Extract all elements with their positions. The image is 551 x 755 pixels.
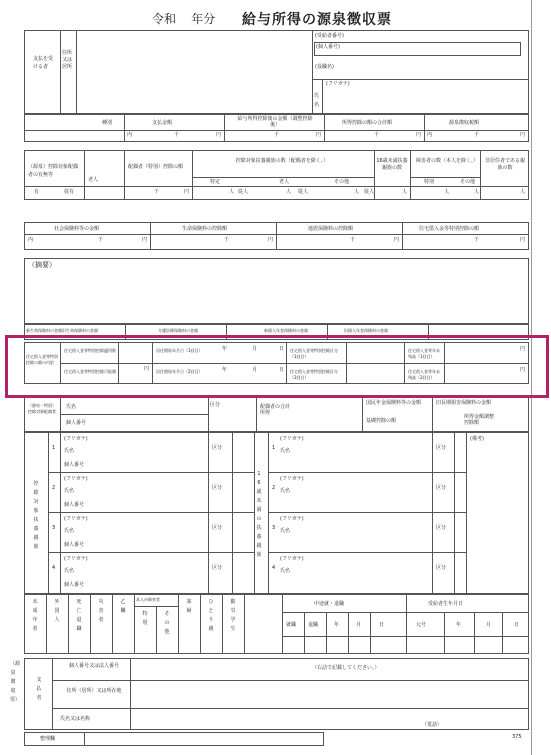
personal-number-box (314, 42, 521, 56)
divider (410, 177, 480, 178)
year-mark: 年 (456, 622, 462, 628)
divider (124, 114, 125, 142)
personal-number-label: 個人番号 (64, 462, 85, 468)
name-label: 氏名 (64, 568, 75, 574)
divider (124, 150, 125, 200)
divider (244, 594, 245, 654)
divider (282, 594, 283, 654)
divider (24, 130, 529, 131)
category-label: 区分 (210, 402, 221, 408)
dependents-label: 控除対象扶養親族 (33, 481, 39, 550)
divider (48, 512, 254, 513)
month-mark: 月 (356, 622, 362, 628)
flag-minor: 未成年者 (32, 599, 38, 632)
highlight-box (5, 335, 549, 398)
divider (90, 594, 91, 654)
old-long-term-label: 旧長期損害保険料の金額 (436, 400, 492, 406)
old-life-label: 旧生命保険料の金額 (62, 328, 98, 333)
yen-mark: 円 (316, 132, 322, 138)
yen-mark: 円 (520, 346, 526, 352)
divider (84, 732, 85, 746)
old-pension-label: 旧個人年金保険料の金額 (344, 328, 388, 333)
earthquake-insurance-label: 地震保険料の控除額 (308, 226, 354, 232)
yen-mark: 円 (142, 237, 148, 243)
thousand-mark: 千 (474, 132, 480, 138)
divider (52, 708, 529, 709)
divider (276, 222, 277, 250)
category-label: 区分 (212, 485, 223, 491)
furigana-label: (フリガナ) (280, 476, 304, 482)
kubun-2-label: 住宅借入金等特別控除区分（2回目） (290, 369, 338, 380)
dependents-count-label: 控除対象扶養親族の数（配偶者を除く。） (235, 158, 329, 164)
payer-label: 支払者 (36, 677, 42, 701)
name-label: 氏名 (280, 488, 291, 494)
divider (410, 150, 411, 200)
row-number: 1 (272, 445, 276, 451)
divider (60, 414, 208, 415)
disabled-count-label: 障害者の数（本人を除く。） (416, 158, 479, 164)
mid-term-label: 中途就・退職 (314, 601, 345, 607)
start-date-2-label: 居住開始年月日（2回目） (156, 369, 203, 374)
payer-address-label: 住所（居所）又は所在地 (66, 688, 122, 694)
day-mark: 日 (279, 367, 285, 373)
yen-mark: 円 (520, 237, 526, 243)
other-label: その他 (334, 179, 350, 185)
housing-loan-label: 住宅借入金等特別控除の額 (419, 226, 480, 232)
care-insurance-label: 介護医療保険料の金額 (158, 328, 198, 333)
era-label: 令和 (152, 12, 177, 26)
name-label: 氏名 (280, 568, 291, 574)
under16-label: 16歳未満の扶養親族 (256, 471, 262, 558)
flag-foreigner: 外国人 (54, 599, 60, 623)
person-mark: 人 (229, 189, 235, 195)
category-label: 区分 (212, 445, 223, 451)
life-insurance-label: 生命保険料の控除額 (182, 226, 228, 232)
furigana-label: (フリガナ) (64, 516, 88, 522)
category-label: 区分 (212, 525, 223, 531)
month-mark: 月 (486, 622, 492, 628)
divider (68, 594, 69, 654)
divider (134, 594, 135, 654)
remarks-box (24, 258, 529, 324)
pension-label: 国民年金保険料等の金額 (366, 400, 422, 406)
divider (322, 79, 323, 114)
divider (374, 150, 375, 200)
remarks-label: （摘要） (28, 261, 56, 269)
year-mark: 年 (222, 367, 228, 373)
category-label: 区分 (212, 565, 223, 571)
row-number: 3 (272, 525, 276, 531)
person-mark: 人 (286, 189, 292, 195)
category-label: 区分 (436, 485, 447, 491)
yen-mark: 円 (394, 237, 400, 243)
right-align-note: （右詰で記載してください。） (312, 665, 380, 671)
subordinate-label: 従有 (64, 189, 75, 195)
divider (224, 114, 225, 142)
divider (304, 612, 305, 654)
housing-breakdown-label: 住宅借入金等特別控除の額の内訳 (26, 354, 58, 365)
divider (268, 552, 466, 553)
divider (370, 612, 371, 654)
divider (84, 150, 85, 200)
yes-label: 有 (34, 189, 40, 195)
personal-number-label: 個人番号 (64, 502, 85, 508)
divider (444, 612, 445, 654)
subordinate-person-mark: 従人 (238, 189, 249, 195)
name-label: 氏名 (280, 528, 291, 534)
row-number: 3 (52, 525, 56, 531)
name-label: 氏名 (314, 93, 320, 108)
year-mark: 年 (222, 346, 228, 352)
divider (480, 150, 481, 200)
divider (424, 114, 425, 142)
post-deduction-label: 給与所得控除後の金額（調整控除後） (237, 116, 313, 128)
name-label: 氏名 (64, 528, 75, 534)
divider (130, 658, 131, 730)
personal-number-label: 個人番号 (64, 582, 85, 588)
divider (432, 432, 433, 594)
person-mark: 人 (402, 189, 408, 195)
divider (112, 594, 113, 654)
divider (200, 594, 201, 654)
flag-special: 特別 (142, 611, 148, 626)
thousand-mark: 千 (98, 237, 104, 243)
eligible-count-label: 住宅借入金等特別控除適用数 (64, 348, 116, 353)
divider (208, 432, 209, 594)
divider (474, 612, 475, 654)
divider (76, 30, 77, 114)
category-label: 区分 (436, 565, 447, 571)
name-label: 氏名 (64, 488, 75, 494)
yen-mark: 円 (416, 132, 422, 138)
name-label: 氏名 (280, 448, 291, 454)
year-end-balance-2-label: 住宅借入金等年末残高（2回目） (408, 369, 440, 380)
basic-deduction-label: 基礎控除の額 (366, 418, 397, 424)
special-disabled-label: 特別 (424, 179, 435, 185)
divider (192, 150, 193, 200)
manage-label: 整理欄 (40, 736, 56, 742)
divider (178, 594, 179, 654)
spouse-name-label: 氏名 (66, 404, 77, 410)
divider (48, 552, 254, 553)
month-mark: 月 (252, 346, 258, 352)
day-mark: 日 (514, 622, 520, 628)
yen-mark: 円 (144, 366, 150, 372)
person-mark: 人 (354, 189, 360, 195)
thousand-mark: 千 (224, 237, 230, 243)
year-suffix: 年分 (191, 12, 216, 26)
person-mark: 人 (444, 189, 450, 195)
category-label: 区分 (436, 445, 447, 451)
month-mark: 月 (252, 367, 258, 373)
income-adjust-label: 所得金額調整控除額 (464, 414, 495, 426)
thousand-mark: 千 (174, 132, 180, 138)
flag-working-student: 勤労学生 (230, 599, 236, 632)
divider (52, 680, 529, 681)
divider (502, 612, 503, 654)
payer-name-label: 氏名又は名称 (60, 716, 91, 722)
form-code: 375 (512, 734, 522, 740)
nonresident-label: 非居住者である親族の数 (484, 158, 525, 171)
kubun-1-label: 住宅借入金等特別控除区分（1回目） (290, 348, 338, 359)
notes-label: (備考) (470, 436, 484, 442)
divider (60, 432, 61, 594)
divider (268, 472, 466, 473)
birthdate-label: 受給者生年月日 (428, 601, 464, 607)
divider (466, 432, 467, 594)
divider (222, 594, 223, 654)
flag-death-retire: 死亡退職 (76, 599, 82, 632)
social-insurance-label: 社会保険料等の金額 (54, 226, 100, 232)
flag-other: その他 (164, 611, 170, 635)
spouse-status-label: （源泉）控除対象配偶者の有無等 (28, 164, 79, 178)
under16-count-label: 16歳未満扶養親族の数 (376, 158, 408, 171)
pay-amount-label: 支払金額 (152, 120, 173, 126)
spouse-income-label: 配偶者の合計所得 (260, 404, 291, 416)
divider (268, 432, 269, 594)
divider (406, 594, 407, 654)
position-label: (役職名) (315, 64, 334, 70)
spouse-personal-number-label: 個人番号 (66, 420, 87, 426)
divider (348, 612, 349, 654)
day-mark: 日 (379, 622, 385, 628)
manage-row (24, 732, 324, 746)
divider (454, 432, 455, 594)
flag-otsu: 乙欄 (120, 599, 126, 614)
deduction-total-label: 所得控除の額の合計額 (342, 120, 393, 126)
thousand-mark: 千 (274, 132, 280, 138)
page-title: 給与所得の源泉徴収票 (242, 12, 392, 28)
old-label: 老人 (88, 177, 99, 183)
divider (268, 512, 466, 513)
inner-mark: 内 (427, 132, 433, 138)
title-era (152, 10, 215, 27)
divider (208, 396, 209, 432)
day-mark: 日 (279, 346, 285, 352)
address-label: 住所又は居所 (62, 50, 73, 70)
era-label: 元号 (416, 622, 427, 628)
inner-mark: 内 (127, 132, 133, 138)
divider (48, 432, 49, 594)
flag-widow: 寡婦 (186, 599, 192, 614)
recipient-number-label: (受給者番号) (315, 33, 344, 39)
row-number: 1 (52, 445, 56, 451)
divider (326, 612, 327, 654)
divider (150, 222, 151, 250)
person-mark: 人 (520, 189, 526, 195)
retire-label: 退職 (308, 622, 319, 628)
withholding-tax-label: 源泉徴収税額 (449, 120, 480, 126)
payer-number-label: 個人番号又は法人番号 (68, 663, 119, 669)
furigana-label: (フリガナ) (326, 81, 350, 87)
hire-label: 就職 (286, 622, 297, 628)
thousand-mark: 千 (374, 132, 380, 138)
other-disabled-label: その他 (460, 179, 476, 185)
divider (134, 606, 178, 607)
spouse-detail-label: （源泉・特別）控除対象配偶者 (28, 403, 56, 414)
thousand-mark: 千 (350, 237, 356, 243)
furigana-label: (フリガナ) (64, 436, 88, 442)
new-pension-label: 新個人年金保険料の金額 (264, 328, 308, 333)
person-mark: 人 (474, 189, 480, 195)
divider (402, 222, 403, 250)
payee-label: 支払を受ける者 (33, 56, 54, 70)
flag-single-parent: ひとり親 (208, 599, 214, 632)
personal-number-label: 個人番号 (64, 542, 85, 548)
divider (362, 396, 363, 432)
yen-mark: 円 (520, 132, 526, 138)
furigana-label: (フリガナ) (280, 436, 304, 442)
aged-label: 老人 (279, 179, 290, 185)
divider (432, 396, 433, 432)
row-number: 2 (52, 485, 56, 491)
furigana-label: (フリガナ) (280, 556, 304, 562)
divider (156, 606, 157, 654)
divider (232, 432, 233, 594)
divider (48, 472, 254, 473)
thousand-mark: 千 (154, 189, 160, 195)
divider (256, 396, 257, 432)
row-number: 4 (52, 565, 56, 571)
year-mark: 年 (334, 622, 340, 628)
yen-mark: 円 (268, 237, 274, 243)
furigana-label: (フリガナ) (280, 516, 304, 522)
name-label: 氏名 (64, 448, 75, 454)
personal-number-label: (個人番号) (316, 44, 340, 50)
subordinate-person-mark: 従人 (364, 189, 375, 195)
divider (52, 658, 53, 730)
side-label: （源泉徴収票） (10, 661, 21, 703)
new-life-label: 新生命保険料の金額 (26, 328, 62, 333)
furigana-label: (フリガナ) (64, 556, 88, 562)
divider (60, 30, 61, 114)
yen-mark: 円 (520, 367, 526, 373)
yen-mark: 円 (216, 132, 222, 138)
thousand-mark: 千 (474, 237, 480, 243)
divider (192, 177, 374, 178)
row-number: 2 (272, 485, 276, 491)
divider (46, 594, 47, 654)
inner-mark: 内 (28, 237, 34, 243)
income-kind-label: 種別 (102, 120, 113, 126)
year-end-balance-1-label: 住宅借入金等年末残高（1回目） (408, 348, 440, 359)
start-date-1-label: 居住開始年月日（1回目） (156, 348, 203, 353)
yen-mark: 円 (184, 189, 190, 195)
special-label: 特定 (210, 179, 221, 185)
furigana-label: (フリガナ) (64, 476, 88, 482)
category-label: 区分 (436, 525, 447, 531)
divider (324, 114, 325, 142)
subordinate-person-mark: 従人 (298, 189, 309, 195)
divider (24, 186, 529, 187)
phone-label: （電話） (422, 722, 443, 728)
divider (312, 79, 529, 80)
spouse-amount-label: 配偶者（特別）控除の額 (128, 164, 184, 170)
flag-self-disabled: 本人が障害者 (136, 597, 160, 602)
available-amount-label: 住宅借入金等特別控除可能額 (64, 369, 116, 374)
divider (312, 30, 313, 114)
divider (254, 432, 255, 594)
flag-disaster: 災害者 (98, 599, 104, 623)
row-number: 4 (272, 565, 276, 571)
